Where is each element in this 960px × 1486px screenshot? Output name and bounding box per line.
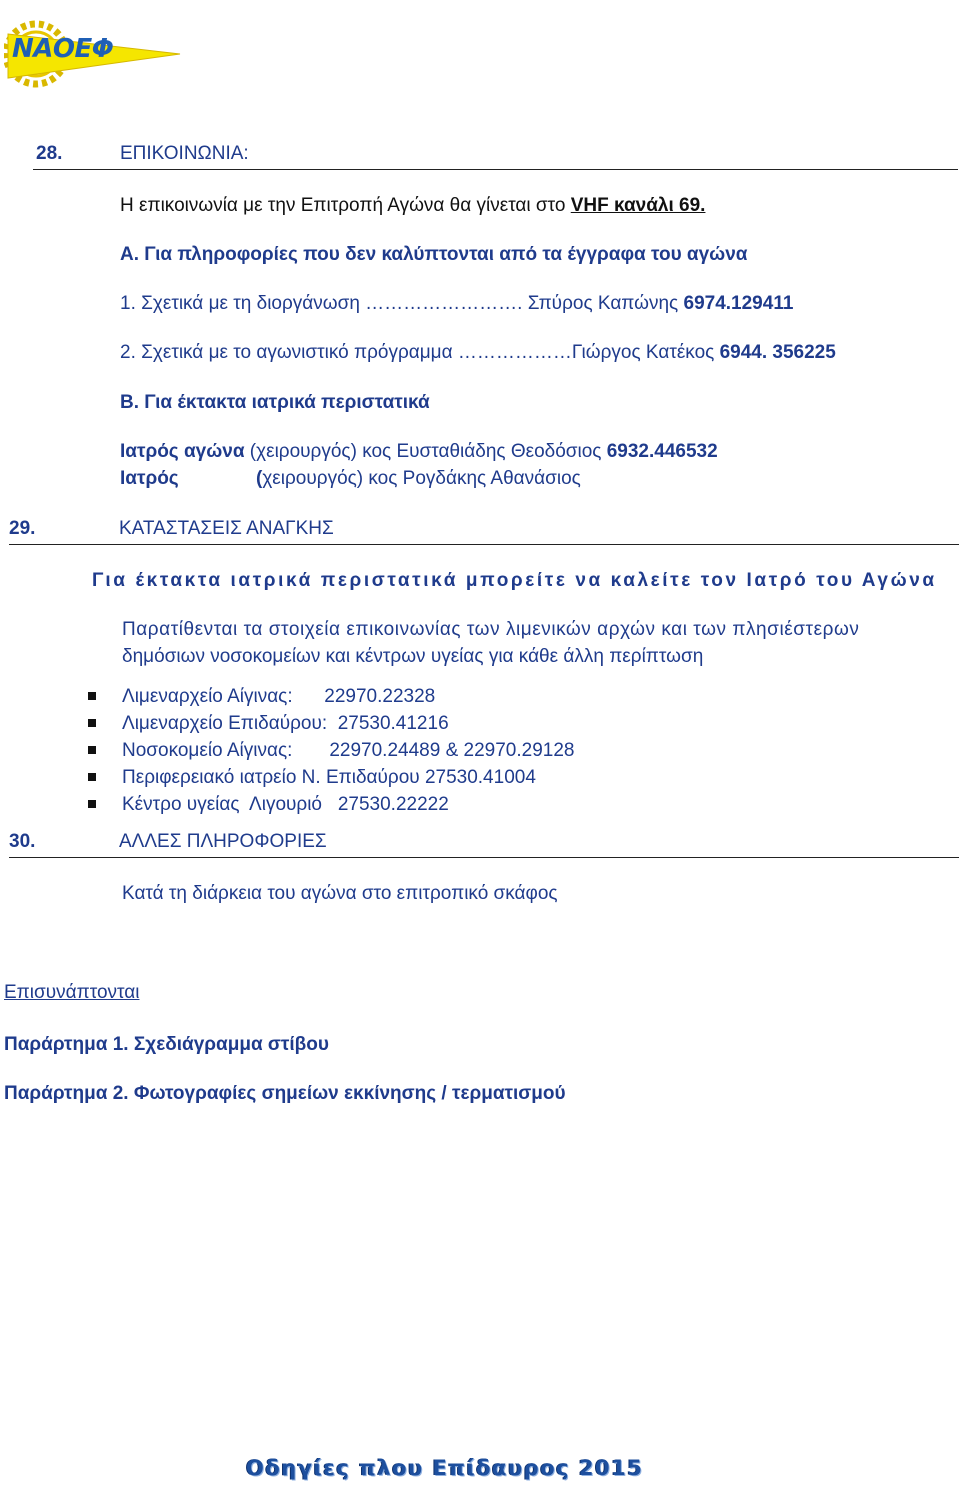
info-paragraph-line-2: δημόσιων νοσοκομείων και κέντρων υγείας για κάθε άλλη περίπτωση [122,646,704,667]
footer-title: Οδηγίες πλου Επίδαυρος 2015 [246,1456,644,1480]
contact-item-2-text: 2. Σχετικά με το αγωνιστικό πρόγραμμα ………………Γιώργος Κατέκος [120,342,720,363]
contact-text: Περιφερειακό ιατρείο Ν. Επιδαύρου 27530.41004 [122,767,536,788]
bullet-icon [88,800,96,808]
section-29-divider [9,544,959,545]
section-29-number: 29. [9,518,36,539]
list-item [88,737,574,764]
doctor-2-label: Ιατρός [120,468,179,489]
section-30-title: ΑΛΛΕΣ ΠΛΗΡΟΦΟΡΙΕΣ [119,831,327,852]
section-30-text: Κατά τη διάρκεια του αγώνα στο επιτροπικό σκάφος [122,883,558,904]
vhf-line [120,195,705,217]
contact-item-2 [120,342,836,364]
annex-1: Παράρτημα 1. Σχεδιάγραμμα στίβου [4,1034,329,1055]
section-28-number: 28. [36,143,63,164]
contact-text: Λιμεναρχείο Αίγινας: 22970.22328 [122,686,436,707]
bullet-icon [88,773,96,781]
list-item [88,683,574,710]
doctor-2-detail [256,468,581,490]
doctor-1-label: Ιατρός αγώνα [120,441,245,462]
annex-2: Παράρτημα 2. Φωτογραφίες σημείων εκκίνησης / τερματισμού [4,1083,566,1104]
contact-item-1 [120,293,793,315]
bullet-icon [88,692,96,700]
contact-item-1-phone: 6974.129411 [683,293,794,314]
contact-text: Νοσοκομείο Αίγινας: 22970.24489 & 22970.29128 [122,740,575,761]
logo [4,4,184,96]
emergency-emphasis: Για έκτακτα ιατρικά περιστατικά μπορείτε να καλείτε τον Ιατρό του Αγώνα [92,570,937,591]
attachments-heading: Επισυνάπτονται [4,982,140,1003]
info-paragraph-line-1: Παρατίθενται τα στοιχεία επικοινωνίας των λιμενικών αρχών και των πλησιέστερων [122,619,860,640]
section-30-number: 30. [9,831,36,852]
bullet-icon [88,746,96,754]
section-29-title: ΚΑΤΑΣΤΑΣΕΙΣ ΑΝΑΓΚΗΣ [119,518,334,539]
section-28-divider [33,169,958,170]
doctor-2-paren: ( [256,468,263,489]
list-item [88,764,574,791]
contact-item-1-text: 1. Σχετικά με τη διοργάνωση ……………………. Σπύρος Καπώνης [120,293,684,314]
contact-item-2-phone: 6944. 356225 [719,342,836,363]
list-item [88,710,574,737]
subsection-b: Β. Για έκτακτα ιατρικά περιστατικά [120,392,430,413]
list-item [88,791,574,818]
contact-text: Κέντρο υγείας Λιγουριό 27530.22222 [122,794,449,815]
doctor-2 [120,468,179,490]
vhf-line-text: Η επικοινωνία με την Επιτροπή Αγώνα θα γίνεται στο [120,195,571,216]
doctor-1-text: (χειρουργός) κος Ευσταθιάδης Θεοδόσιος [244,441,607,462]
contact-text: Λιμεναρχείο Επιδαύρου: 27530.41216 [122,713,449,734]
logo-text: ΝΑΟΕΦ [12,34,114,64]
bullet-icon [88,719,96,727]
doctor-2-text: χειρουργός) κος Ρογδάκης Αθανάσιος [262,468,581,489]
subsection-a: Α. Για πληροφορίες που δεν καλύπτονται από τα έγγραφα του αγώνα [120,244,748,265]
emergency-contacts-list [88,683,574,818]
doctor-1-phone: 6932.446532 [606,441,718,462]
vhf-channel: VHF κανάλι 69. [570,195,706,216]
section-28-title: ΕΠΙΚΟΙΝΩΝΙΑ: [120,143,249,164]
doctor-1 [120,441,718,463]
section-30-divider [9,857,959,858]
